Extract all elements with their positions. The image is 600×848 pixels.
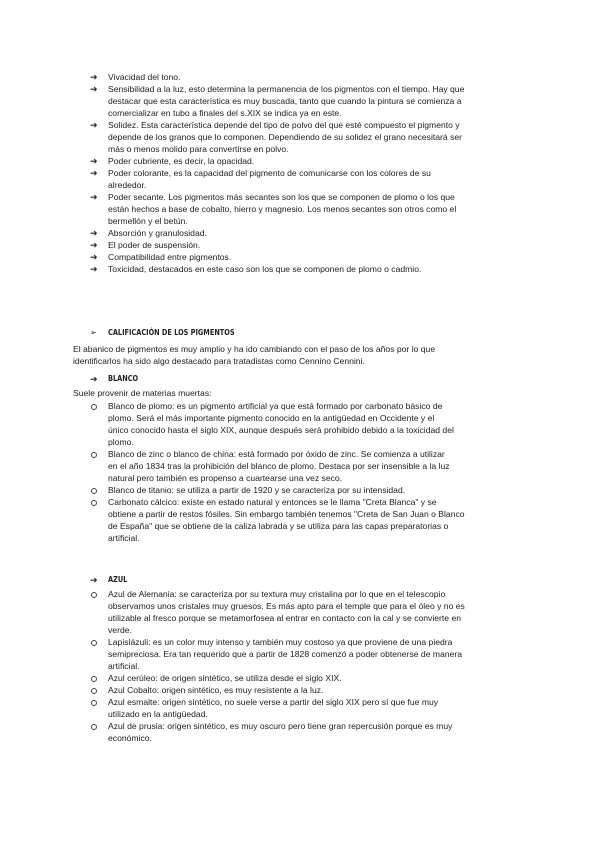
list-item-line: en el año 1834 tras la prohibición del blanco de plomo. Destaca por ser insensible a la luz <box>108 461 450 471</box>
arrow-bullet-icon: ➔ <box>90 120 98 130</box>
circle-bullet-icon <box>91 452 97 458</box>
list-item-line: único conocido hasta el siglo XIX, aunque después será prohibido debido a la toxicidad del <box>108 425 454 435</box>
list-item-line: destacar que esta característica es muy buscada, tanto que cuando la pintura se comienza a <box>108 96 462 106</box>
arrow-bullet-icon: ➔ <box>90 228 98 238</box>
arrow-bullet-icon: ➔ <box>90 240 98 250</box>
circle-bullet-icon <box>91 676 97 682</box>
list-item-line: obtiene a partir de restos fósiles. Sin embargo también tenemos "Creta de San Juan o Blanco <box>108 509 465 519</box>
arrow-bullet-icon: ➔ <box>90 252 98 262</box>
list-item-line: comercializar en tubo a finales del s.XIX se indica ya en este. <box>108 108 342 118</box>
list-item-line: Poder secante. Los pigmentos más secantes son los que se componen de plomo o los que <box>108 192 455 202</box>
list-item-line: económico. <box>108 733 152 743</box>
list-item-line: natural pero también es propenso a cuartearse una vez seco. <box>108 473 343 483</box>
list-item-line: bermellón y el betún. <box>108 216 188 226</box>
list-item-line: plomo. <box>108 437 134 447</box>
paragraph-line: El abanico de pigmentos es muy amplio y ha ido cambiando con el paso de los años por lo que <box>73 344 436 354</box>
list-item-line: Azul cerúleo: de origen sintético, se utiliza desde el siglo XIX. <box>108 673 342 683</box>
list-item-line: Poder cubriente, es decir, la opacidad. <box>108 156 255 166</box>
list-item-line: Azul de Alemania: se caracteriza por su textura muy cristalina por lo que en el telescopio <box>108 589 446 599</box>
list-item-line: Poder colorante, es la capacidad del pigmento de comunicarse con los colores de su <box>108 168 431 178</box>
list-item-line: plomo. Será el más importante pigmento conocido en la antigüedad en Occidente y el <box>108 413 435 423</box>
list-item-line: Compatibilidad entre pigmentos. <box>108 252 232 262</box>
subheading-azul: AZUL <box>108 575 128 584</box>
arrow-bullet-icon: ➔ <box>90 84 98 94</box>
list-item-line: semipreciosa. Era tan requerido que a partir de 1828 comenzó a poder obtenerse de manera <box>108 649 462 659</box>
circle-bullet-icon <box>91 724 97 730</box>
list-item-line: depende de los granos que lo componen. Dependiendo de su solidez el grano necesitará ser <box>108 132 463 142</box>
list-item-line: Toxicidad, destacados en este caso son los que se componen de plomo o cadmio. <box>108 264 422 274</box>
list-item-line: Sensibilidad a la luz, esto determina la permanencia de los pigmentos con el tiempo. Hay que <box>108 84 465 94</box>
circle-bullet-icon <box>91 640 97 646</box>
section-heading: CALIFICACIÓN DE LOS PIGMENTOS <box>108 328 235 337</box>
circle-bullet-icon <box>91 404 97 410</box>
list-item-line: verde. <box>108 625 132 635</box>
circle-bullet-icon <box>91 488 97 494</box>
list-item-line: más o menos molido para convertirse en polvo. <box>108 144 289 154</box>
triangle-bullet-icon: ➢ <box>90 328 97 337</box>
list-item-line: artificial. <box>108 533 140 543</box>
list-item-line: Blanco de plomo: es un pigmento artificial ya que está formado por carbonato básico de <box>108 401 443 411</box>
list-item-line: Blanco de titanio: se utiliza a partir de 1920 y se caracteriza por su intensidad. <box>108 485 406 495</box>
list-item-line: artificial. <box>108 661 140 671</box>
list-item-line: alrededor. <box>108 180 147 190</box>
list-item-line: El poder de suspensión. <box>108 240 201 250</box>
circle-bullet-icon <box>91 592 97 598</box>
list-item-line: de España" que se obtiene de la caliza labrada y se utiliza para las capas preparatorias o <box>108 521 449 531</box>
list-item-line: utilizado en la antigüedad. <box>108 709 208 719</box>
arrow-bullet-icon: ➔ <box>90 192 98 202</box>
list-item-line: Azul de prusia: origen sintético, es muy oscuro pero tiene gran repercusión porque es muy <box>108 721 453 731</box>
list-item-line: Carbonato cálcico: existe en estado natural y entonces se le llama "Creta Blanca" y se <box>108 497 437 507</box>
list-item-line: Azul esmalte: origen sintético, no suele verse a partir del siglo XIX pero sí que fue muy <box>108 697 439 707</box>
paragraph-line: identificarlos ha sido algo destacado para tratadistas como Cennino Cennini. <box>73 356 365 366</box>
arrow-bullet-icon: ➔ <box>90 168 98 178</box>
circle-bullet-icon <box>91 688 97 694</box>
arrow-bullet-icon: ➔ <box>90 374 98 384</box>
list-item-line: Absorción y granulosidad. <box>108 228 207 238</box>
list-item-line: observamos unos cristales muy gruesos. Es más apto para el temple que para el óleo y no es <box>108 601 465 611</box>
circle-bullet-icon <box>91 500 97 506</box>
arrow-bullet-icon: ➔ <box>90 264 98 274</box>
list-item-line: Blanco de zinc o blanco de china: está formado por óxido de zinc. Se comienza a utilizar <box>108 449 445 459</box>
arrow-bullet-icon: ➔ <box>90 156 98 166</box>
list-item-line: Solidez. Esta característica depende del tipo de polvo del que esté compuesto el pigmento y <box>108 120 460 130</box>
list-item-line: utilizable al fresco porque se metamorfosea al entrar en contacto con la cal y se convierte en <box>108 613 462 623</box>
paragraph-line: Suele provenir de materias muertas: <box>73 388 212 398</box>
circle-bullet-icon <box>91 700 97 706</box>
list-item-line: Azul Cobalto: origen sintético, es muy resistente a la luz. <box>108 685 324 695</box>
arrow-bullet-icon: ➔ <box>90 575 98 585</box>
arrow-bullet-icon: ➔ <box>90 72 98 82</box>
list-item-line: Vivacidad del tono. <box>108 72 181 82</box>
subheading-blanco: BLANCO <box>108 374 139 383</box>
list-item-line: están hechos a base de cobalto, hierro y magnesio. Los menos secantes son otros como el <box>108 204 457 214</box>
list-item-line: Lapislázuli: es un color muy intenso y también muy costoso ya que proviene de una piedra <box>108 637 453 647</box>
